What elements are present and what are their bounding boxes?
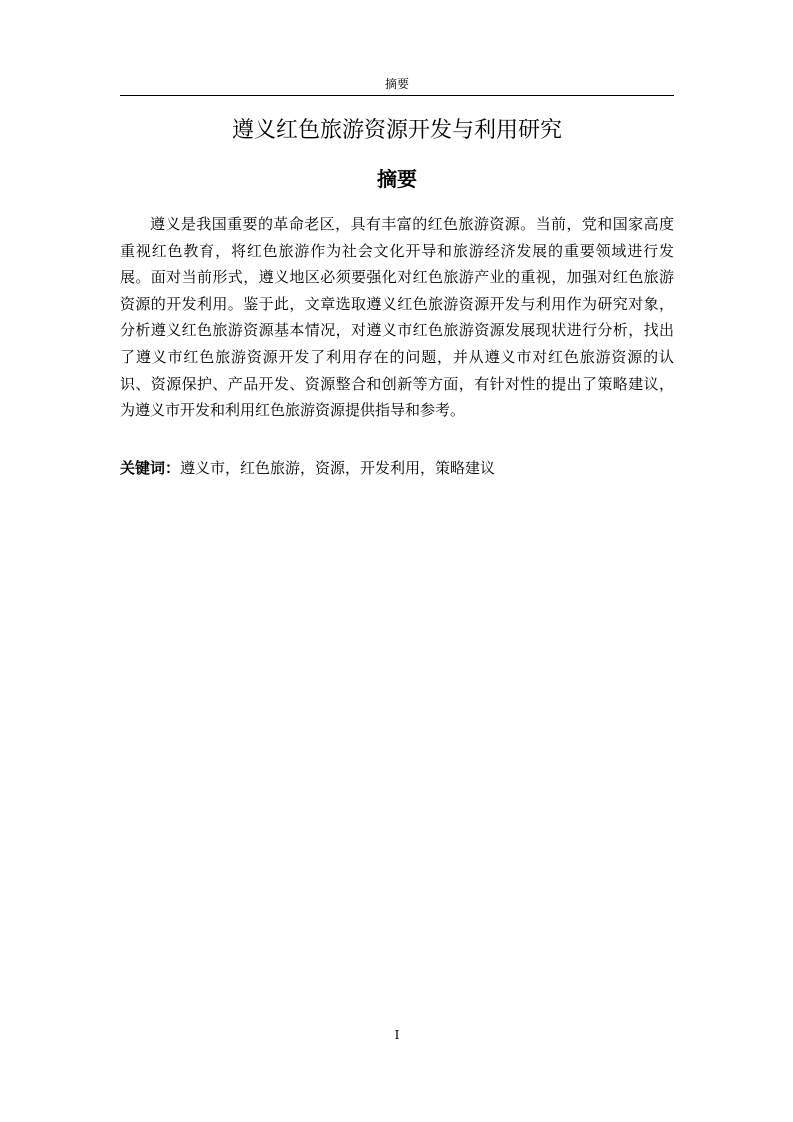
document-title: 遵义红色旅游资源开发与利用研究 — [231, 118, 562, 143]
keywords-label: 关键词： — [120, 459, 181, 477]
keywords-value: 遵义市，红色旅游，资源，开发利用，策略建议 — [180, 459, 496, 477]
keywords-line — [120, 455, 674, 481]
running-header: 摘要 — [384, 77, 409, 91]
page-number: I — [394, 1028, 400, 1042]
abstract-paragraph: 遵义是我国重要的革命老区，具有丰富的红色旅游资源。当前，党和国家高度重视红色教育，将红色旅游作为社会文化开导和旅游经济发展的重要领域进行发展。面对当前形式，遵义地区必须要强化对红色旅游产业的重视，加强对红色旅游资源的开发利用。鉴于此，文章选取遵义红色旅游资源开发与利用作为研究对象，分析遵义红色旅游资源基本情况，对遵义市红色旅游资源发展现状进行分析，找出了遵义市红色旅游资源开发了利用存在的问题，并从遵义市对红色旅游资源的认识、资源保护、产品开发、资源整合和创新等方面，有针对性的提出了策略建议，为遵义市开发和利用红色旅游资源提供指导和参考。 — [120, 215, 674, 420]
header-divider — [120, 95, 674, 96]
abstract-heading: 摘要 — [377, 167, 417, 191]
